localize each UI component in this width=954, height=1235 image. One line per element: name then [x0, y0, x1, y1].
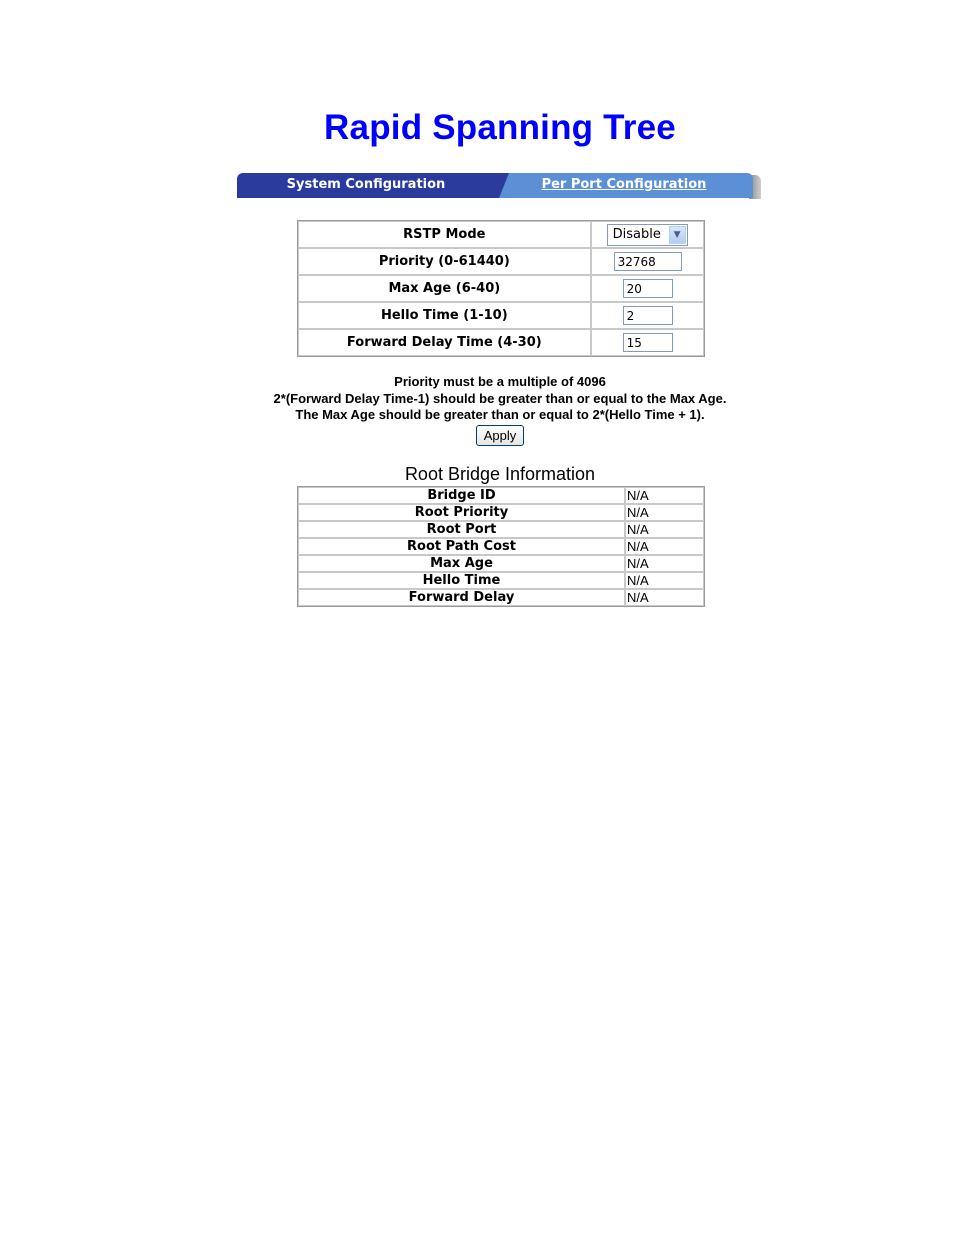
- tab-per-port-configuration[interactable]: Per Port Configuration: [541, 177, 707, 192]
- table-row: [298, 521, 704, 538]
- root-bridge-value: N/A: [625, 504, 704, 521]
- root-bridge-label: Forward Delay: [298, 589, 625, 606]
- forward-delay-input[interactable]: 15: [623, 333, 673, 352]
- root-bridge-value: N/A: [625, 572, 704, 589]
- tab-bar: [237, 173, 761, 199]
- rstp-mode-label: RSTP Mode: [298, 221, 591, 248]
- root-bridge-value: N/A: [625, 538, 704, 555]
- table-row: [298, 572, 704, 589]
- apply-button[interactable]: Apply: [476, 425, 524, 446]
- table-row: [298, 504, 704, 521]
- root-bridge-label: Hello Time: [298, 572, 625, 589]
- priority-cell: [591, 248, 704, 275]
- root-bridge-value: N/A: [625, 589, 704, 606]
- rstp-mode-select[interactable]: [607, 224, 688, 246]
- table-row: [298, 248, 704, 275]
- page-title: Rapid Spanning Tree: [324, 108, 676, 147]
- config-notes: [0, 374, 954, 424]
- max-age-label: Max Age (6-40): [298, 275, 591, 302]
- hello-time-label: Hello Time (1-10): [298, 302, 591, 329]
- forward-delay-cell: [591, 329, 704, 356]
- root-bridge-title: Root Bridge Information: [404, 464, 596, 484]
- root-bridge-table: [297, 486, 705, 607]
- table-row: [298, 329, 704, 356]
- note-line: 2*(Forward Delay Time-1) should be greater than or equal to the Max Age.: [273, 390, 727, 406]
- root-bridge-label: Root Port: [298, 521, 625, 538]
- max-age-cell: [591, 275, 704, 302]
- max-age-input[interactable]: 20: [623, 279, 673, 298]
- table-row: [298, 302, 704, 329]
- root-bridge-label: Root Path Cost: [298, 538, 625, 555]
- root-bridge-value: N/A: [625, 521, 704, 538]
- table-row: [298, 275, 704, 302]
- chevron-down-icon[interactable]: ▼: [669, 226, 686, 244]
- rstp-config-table: [297, 220, 705, 357]
- rstp-mode-value: Disable: [612, 227, 661, 242]
- priority-label: Priority (0-61440): [298, 248, 591, 275]
- root-bridge-label: Root Priority: [298, 504, 625, 521]
- table-row: [298, 589, 704, 606]
- note-line: Priority must be a multiple of 4096: [394, 374, 606, 389]
- root-bridge-label: Max Age: [298, 555, 625, 572]
- hello-time-input[interactable]: 2: [623, 306, 673, 325]
- table-row: [298, 221, 704, 248]
- root-bridge-label: Bridge ID: [298, 487, 625, 504]
- root-bridge-value: N/A: [625, 487, 704, 504]
- tab-system-configuration-label[interactable]: System Configuration: [286, 177, 446, 192]
- table-row: [298, 538, 704, 555]
- table-row: [298, 487, 704, 504]
- root-bridge-value: N/A: [625, 555, 704, 572]
- priority-input[interactable]: 32768: [614, 252, 682, 271]
- forward-delay-label: Forward Delay Time (4-30): [298, 329, 591, 356]
- rstp-mode-cell: [591, 221, 704, 248]
- note-line: The Max Age should be greater than or equal to 2*(Hello Time + 1).: [295, 407, 705, 422]
- hello-time-cell: [591, 302, 704, 329]
- table-row: [298, 555, 704, 572]
